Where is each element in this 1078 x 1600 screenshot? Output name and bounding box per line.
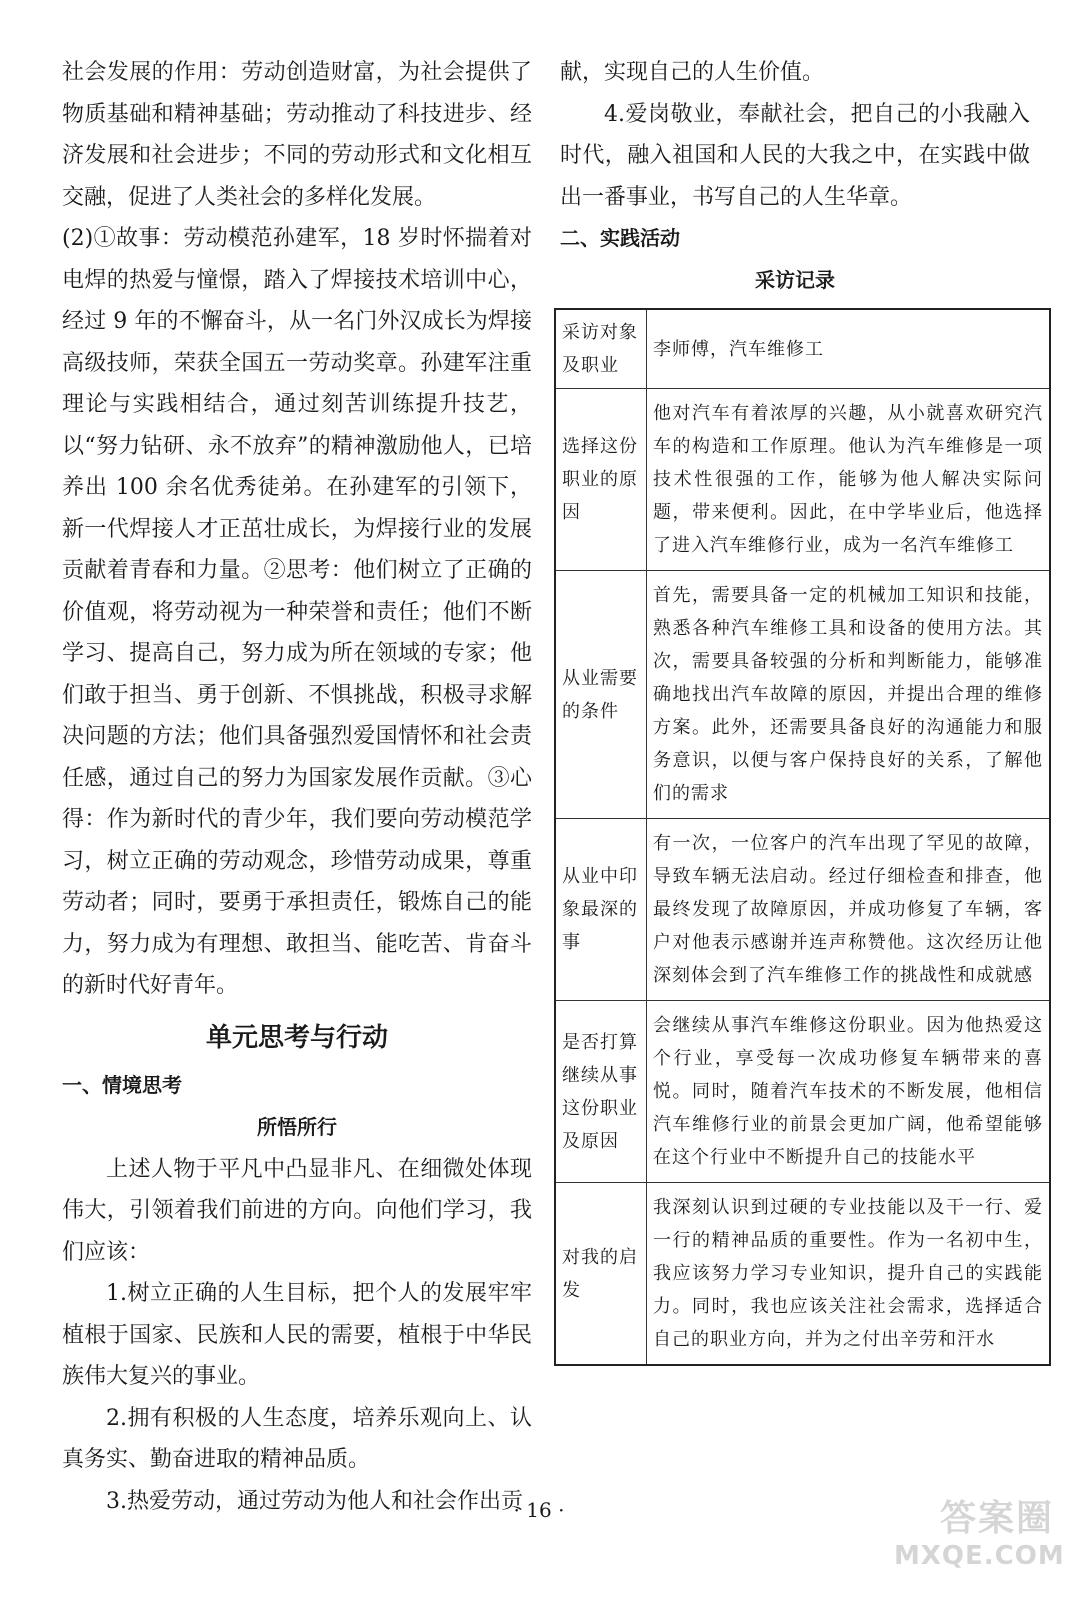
row-label: 选择这份职业的原因 [555, 389, 647, 571]
row-content: 我深刻认识到过硬的专业技能以及干一行、爱一行的精神品质的重要性。作为一名初中生，我应该努力学习专业知识，提升自己的实践能力。同时，我也应该关注社会需求，选择适合自己的职业方向，并为之付出辛劳和汗水 [647, 1183, 1051, 1366]
watermark-text-top: 答案圈 [939, 1498, 1054, 1539]
row-content: 会继续从事汽车维修这份职业。因为他热爱这个行业，享受每一次成功修复车辆带来的喜悦。同时，随着汽车技术的不断发展，他相信汽车维修行业的前景会更加广阔，他希望能够在这个行业中不断提升自己的技能水平 [647, 1001, 1051, 1183]
row-content: 李师傅，汽车维修工 [647, 309, 1051, 389]
table-title: 采访记录 [755, 268, 835, 292]
row-label: 从业需要的条件 [555, 571, 647, 819]
list-item-3: 3.热爱劳动，通过劳动为他人和社会作出贡 [106, 1488, 523, 1514]
table-row [555, 309, 1050, 389]
row-content: 有一次，一位客户的汽车出现了罕见的故障，导致车辆无法启动。经过仔细检查和排查，他最终发现了故障原因，并成功修复了车辆，客户对他表示感谢并连声称赞他。这次经历让他深刻体会到了汽车维修工作的挑战性和成就感 [647, 819, 1051, 1001]
list-item-1: 1.树立正确的人生目标，把个人的发展牢牢植根于国家、民族和人民的需要，植根于中华民族伟大复兴的事业。 [62, 1281, 532, 1389]
table-row [555, 1001, 1050, 1183]
list-item-4: 4.爱岗敬业，奉献社会，把自己的小我融入时代，融入祖国和人民的大我之中，在实践中做出一番事业，书写自己的人生华章。 [560, 101, 1030, 210]
row-label: 对我的启发 [555, 1183, 647, 1366]
row-label: 从业中印象最深的事 [555, 819, 647, 1001]
left-column [62, 52, 532, 1522]
interview-record-table [554, 308, 1051, 1366]
paragraph-intro: 上述人物于平凡中凸显非凡、在细微处体现伟大，引领着我们前进的方向。向他们学习，我们应该： [62, 1156, 532, 1265]
row-label: 采访对象及职业 [555, 309, 647, 389]
unit-heading: 单元思考与行动 [205, 1022, 388, 1053]
section-heading-situation: 一、情境思考 [62, 1072, 182, 1097]
list-item-2: 2.拥有积极的人生态度，培养乐观向上、认真务实、勤奋进取的精神品质。 [62, 1405, 532, 1472]
row-content: 他对汽车有着浓厚的兴趣，从小就喜欢研究汽车的构造和工作原理。他认为汽车维修是一项技术性很强的工作，能够为他人解决实际问题，带来便利。因此，在中学毕业后，他选择了进入汽车维修行业，成为一名汽车维修工 [647, 389, 1051, 571]
section-heading-practice: 二、实践活动 [560, 226, 680, 250]
right-column [560, 52, 1043, 1366]
table-row [555, 571, 1050, 819]
paragraph-model-worker-story: (2)①故事：劳动模范孙建军，18 岁时怀揣着对电焊的热爱与憧憬，踏入了焊接技术培训中心，经过 9 年的不懈奋斗，从一名门外汉成长为焊接高级技师，荣获全国五一劳动奖章。孙建军注重理论与实践相结合，通过刻苦训练提升技艺，以“努力钻研、永不放弃”的精神激励他人，已培养出 100 余名优秀徒弟。在孙建军的引领下，新一代焊接人才正茁壮成长，为焊接行业的发展贡献着青春和力量。②思考：他们树立了正确的价值观，将劳动视为一种荣誉和责任；他们不断学习、提高自己，努力成为所在领域的专家；他们敢于担当、勇于创新、不惧挑战，积极寻求解决问题的方法；他们具备强烈爱国情怀和社会责任感，通过自己的努力为国家发展作贡献。③心得：作为新时代的青少年，我们要向劳动模范学习，树立正确的劳动观念，珍惜劳动成果，尊重劳动者；同时，要勇于承担责任，锻炼自己的能力，努力成为有理想、敢担当、能吃苦、肯奋斗的新时代好青年。 [62, 226, 532, 998]
sub-heading-reflection: 所悟所行 [257, 1114, 337, 1139]
table-row [555, 819, 1050, 1001]
table-row [555, 1183, 1050, 1366]
row-content: 首先，需要具备一定的机械加工知识和技能，熟悉各种汽车维修工具和设备的使用方法。其次，需要具备较强的分析和判断能力，能够准确地找出汽车故障的原因，并提出合理的维修方案。此外，还需要具备良好的沟通能力和服务意识，以便与客户保持良好的关系，了解他们的需求 [647, 571, 1051, 819]
table-row [555, 389, 1050, 571]
paragraph-continuation: 献，实现自己的人生价值。 [560, 60, 825, 85]
paragraph-labor-role: 社会发展的作用：劳动创造财富，为社会提供了物质基础和精神基础；劳动推动了科技进步、经济发展和社会进步；不同的劳动形式和文化相互交融，促进了人类社会的多样化发展。 [62, 60, 532, 210]
watermark-logo [894, 1490, 1065, 1582]
watermark-text-bottom: MXQE.COM [894, 1541, 1065, 1571]
page-number: · 16 · [513, 1498, 565, 1522]
row-label: 是否打算继续从事这份职业及原因 [555, 1001, 647, 1183]
